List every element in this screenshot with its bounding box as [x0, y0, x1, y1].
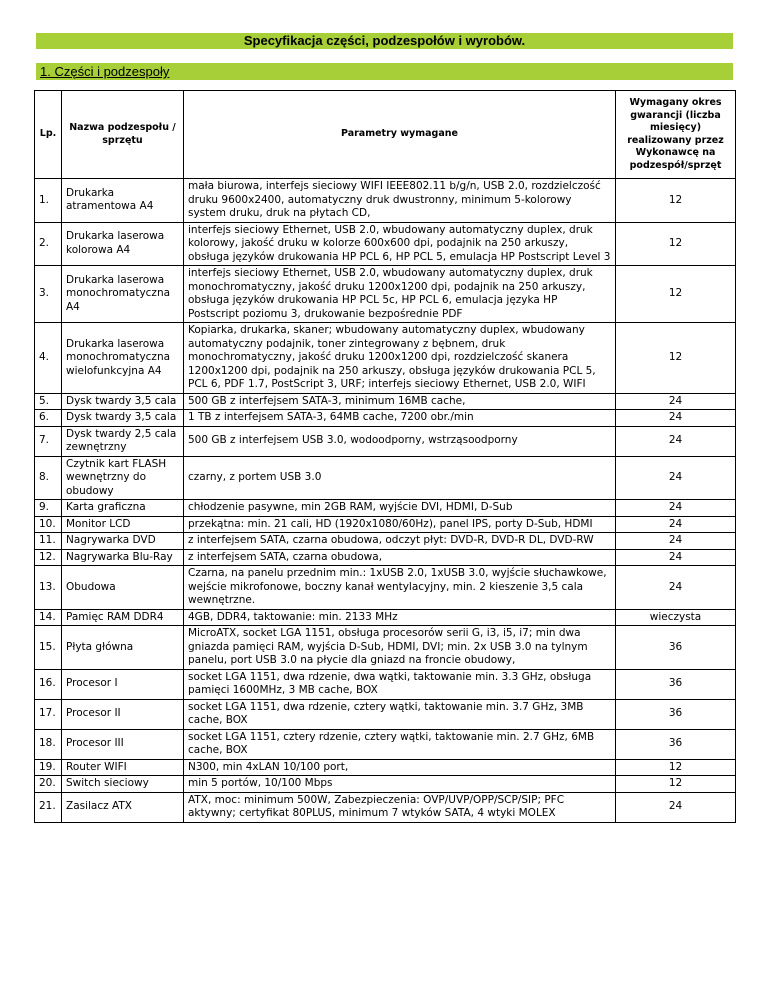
- cell-warranty: 12: [616, 222, 736, 266]
- cell-params: Kopiarka, drukarka, skaner; wbudowany automatyczny duplex, wbudowany automatyczny podajnik, toner zintegrowany z bębnem, druk monochromatyczny, jakość druku 1200x1200 dpi, rozdzielczość skanera 1200x1200 dpi, podajnik na 250 arkuszy, obsługa języków drukowania PCL 5, PCL 6, PDF 1.7, PostScript 3, URF; interfejs sieciowy Ethernet, USB 2.0, WIFI: [184, 323, 616, 394]
- cell-name: Nagrywarka Blu-Ray: [62, 549, 184, 566]
- cell-params: interfejs sieciowy Ethernet, USB 2.0, wbudowany automatyczny duplex, druk kolorowy, jakość druku w kolorze 600x600 dpi, podajnik na 250 arkuszy, obsługa języków drukowania HP PCL 6, HP PCL 5, emulacja HP Postscript Level 3: [184, 222, 616, 266]
- table-row: [35, 516, 736, 533]
- cell-params: przekątna: min. 21 cali, HD (1920x1080/60Hz), panel IPS, porty D-Sub, HDMI: [184, 516, 616, 533]
- table-row: [35, 323, 736, 394]
- cell-warranty: 12: [616, 266, 736, 323]
- cell-warranty: 12: [616, 776, 736, 793]
- cell-lp: 2.: [35, 222, 62, 266]
- cell-warranty: 36: [616, 729, 736, 759]
- cell-name: Switch sieciowy: [62, 776, 184, 793]
- cell-lp: 12.: [35, 549, 62, 566]
- cell-warranty: 24: [616, 549, 736, 566]
- cell-lp: 5.: [35, 393, 62, 410]
- cell-name: Dysk twardy 2,5 cala zewnętrzny: [62, 426, 184, 456]
- table-header-row: [35, 91, 736, 179]
- cell-name: Drukarka atramentowa A4: [62, 179, 184, 223]
- cell-lp: 7.: [35, 426, 62, 456]
- cell-params: 500 GB z interfejsem SATA-3, minimum 16MB cache,: [184, 393, 616, 410]
- cell-name: Nagrywarka DVD: [62, 533, 184, 550]
- cell-lp: 16.: [35, 669, 62, 699]
- cell-lp: 20.: [35, 776, 62, 793]
- cell-warranty: 24: [616, 516, 736, 533]
- cell-name: Dysk twardy 3,5 cala: [62, 393, 184, 410]
- document-title: Specyfikacja części, podzespołów i wyrobów.: [36, 33, 733, 49]
- header-warranty: Wymagany okres gwarancji (liczba miesięcy) realizowany przez Wykonawcę na podzespół/sprzęt: [616, 91, 736, 179]
- cell-warranty: 36: [616, 699, 736, 729]
- cell-warranty: wieczysta: [616, 609, 736, 626]
- cell-name: Router WIFI: [62, 759, 184, 776]
- cell-warranty: 24: [616, 792, 736, 822]
- cell-name: Drukarka laserowa monochromatyczna wielofunkcyjna A4: [62, 323, 184, 394]
- table-row: [35, 759, 736, 776]
- table-row: [35, 609, 736, 626]
- cell-params: socket LGA 1151, cztery rdzenie, cztery wątki, taktowanie min. 2.7 GHz, 6MB cache, BOX: [184, 729, 616, 759]
- cell-warranty: 24: [616, 456, 736, 500]
- table-row: [35, 549, 736, 566]
- cell-params: N300, min 4xLAN 10/100 port,: [184, 759, 616, 776]
- table-row: [35, 729, 736, 759]
- cell-lp: 17.: [35, 699, 62, 729]
- specification-table: [34, 90, 736, 823]
- cell-lp: 1.: [35, 179, 62, 223]
- cell-name: Procesor II: [62, 699, 184, 729]
- cell-warranty: 24: [616, 426, 736, 456]
- table-row: [35, 266, 736, 323]
- cell-params: socket LGA 1151, dwa rdzenie, cztery wątki, taktowanie min. 3.7 GHz, 3MB cache, BOX: [184, 699, 616, 729]
- cell-name: Płyta główna: [62, 626, 184, 670]
- table-row: [35, 699, 736, 729]
- cell-lp: 14.: [35, 609, 62, 626]
- cell-name: Pamięc RAM DDR4: [62, 609, 184, 626]
- cell-lp: 15.: [35, 626, 62, 670]
- cell-name: Procesor I: [62, 669, 184, 699]
- cell-params: min 5 portów, 10/100 Mbps: [184, 776, 616, 793]
- cell-lp: 21.: [35, 792, 62, 822]
- cell-params: czarny, z portem USB 3.0: [184, 456, 616, 500]
- cell-lp: 3.: [35, 266, 62, 323]
- cell-warranty: 24: [616, 393, 736, 410]
- section-heading: 1. Części i podzespoły: [36, 63, 184, 80]
- cell-params: 4GB, DDR4, taktowanie: min. 2133 MHz: [184, 609, 616, 626]
- cell-params: z interfejsem SATA, czarna obudowa,: [184, 549, 616, 566]
- cell-params: ATX, moc: minimum 500W, Zabezpieczenia: OVP/UVP/OPP/SCP/SIP; PFC aktywny; certyfikat 80PLUS, minimum 7 wtyków SATA, 4 wtyki MOLEX: [184, 792, 616, 822]
- header-name: Nazwa podzespołu / sprzętu: [62, 91, 184, 179]
- cell-warranty: 24: [616, 533, 736, 550]
- table-row: [35, 410, 736, 427]
- cell-name: Zasilacz ATX: [62, 792, 184, 822]
- cell-lp: 10.: [35, 516, 62, 533]
- table-row: [35, 776, 736, 793]
- cell-name: Karta graficzna: [62, 500, 184, 517]
- table-row: [35, 566, 736, 610]
- cell-name: Czytnik kart FLASH wewnętrzny do obudowy: [62, 456, 184, 500]
- table-row: [35, 533, 736, 550]
- table-row: [35, 222, 736, 266]
- cell-lp: 4.: [35, 323, 62, 394]
- header-lp: Lp.: [35, 91, 62, 179]
- cell-params: 500 GB z interfejsem USB 3.0, wodoodporny, wstrząsoodporny: [184, 426, 616, 456]
- cell-lp: 18.: [35, 729, 62, 759]
- cell-lp: 9.: [35, 500, 62, 517]
- table-row: [35, 393, 736, 410]
- cell-warranty: 24: [616, 566, 736, 610]
- cell-params: chłodzenie pasywne, min 2GB RAM, wyjście DVI, HDMI, D-Sub: [184, 500, 616, 517]
- cell-name: Monitor LCD: [62, 516, 184, 533]
- cell-warranty: 24: [616, 410, 736, 427]
- cell-warranty: 36: [616, 669, 736, 699]
- cell-params: z interfejsem SATA, czarna obudowa, odczyt płyt: DVD-R, DVD-R DL, DVD-RW: [184, 533, 616, 550]
- table-row: [35, 626, 736, 670]
- table-row: [35, 669, 736, 699]
- cell-params: mała biurowa, interfejs sieciowy WIFI IEEE802.11 b/g/n, USB 2.0, rozdzielczość druku 9600x2400, automatyczny druk dwustronny, minimum 5-kolorowy system druku, druk na płytach CD,: [184, 179, 616, 223]
- cell-name: Obudowa: [62, 566, 184, 610]
- cell-lp: 6.: [35, 410, 62, 427]
- cell-name: Dysk twardy 3,5 cala: [62, 410, 184, 427]
- table-row: [35, 426, 736, 456]
- table-row: [35, 179, 736, 223]
- cell-params: interfejs sieciowy Ethernet, USB 2.0, wbudowany automatyczny duplex, druk monochromatyczny, jakość druku 1200x1200 dpi, podajnik na 250 arkuszy, obsługa języków drukowania HP PCL 5c, HP PCL 6, emulacja języka HP Postscript poziomu 3, drukowanie bezpośrednie PDF: [184, 266, 616, 323]
- cell-name: Procesor III: [62, 729, 184, 759]
- cell-name: Drukarka laserowa monochromatyczna A4: [62, 266, 184, 323]
- cell-params: Czarna, na panelu przednim min.: 1xUSB 2.0, 1xUSB 3.0, wyjście słuchawkowe, wejście mikrofonowe, boczny kanał wentylacyjny, min. 2 kieszenie 3,5 cala wewnętrzne.: [184, 566, 616, 610]
- cell-lp: 11.: [35, 533, 62, 550]
- cell-warranty: 12: [616, 759, 736, 776]
- cell-warranty: 36: [616, 626, 736, 670]
- header-params: Parametry wymagane: [184, 91, 616, 179]
- table-row: [35, 456, 736, 500]
- cell-name: Drukarka laserowa kolorowa A4: [62, 222, 184, 266]
- cell-lp: 8.: [35, 456, 62, 500]
- cell-params: socket LGA 1151, dwa rdzenie, dwa wątki, taktowanie min. 3.3 GHz, obsługa pamięci 1600MHz, 3 MB cache, BOX: [184, 669, 616, 699]
- section-heading-bar: [184, 63, 733, 80]
- cell-warranty: 24: [616, 500, 736, 517]
- cell-params: 1 TB z interfejsem SATA-3, 64MB cache, 7200 obr./min: [184, 410, 616, 427]
- cell-lp: 13.: [35, 566, 62, 610]
- cell-params: MicroATX, socket LGA 1151, obsługa procesorów serii G, i3, i5, i7; min dwa gniazda pamięci RAM, wyjścia D-Sub, HDMI, DVI; min. 2x USB 3.0 na tylnym panelu, port USB 3.0 na płycie dla gniazd na froncie obudowy,: [184, 626, 616, 670]
- table-row: [35, 792, 736, 822]
- cell-warranty: 12: [616, 179, 736, 223]
- table-row: [35, 500, 736, 517]
- cell-warranty: 12: [616, 323, 736, 394]
- cell-lp: 19.: [35, 759, 62, 776]
